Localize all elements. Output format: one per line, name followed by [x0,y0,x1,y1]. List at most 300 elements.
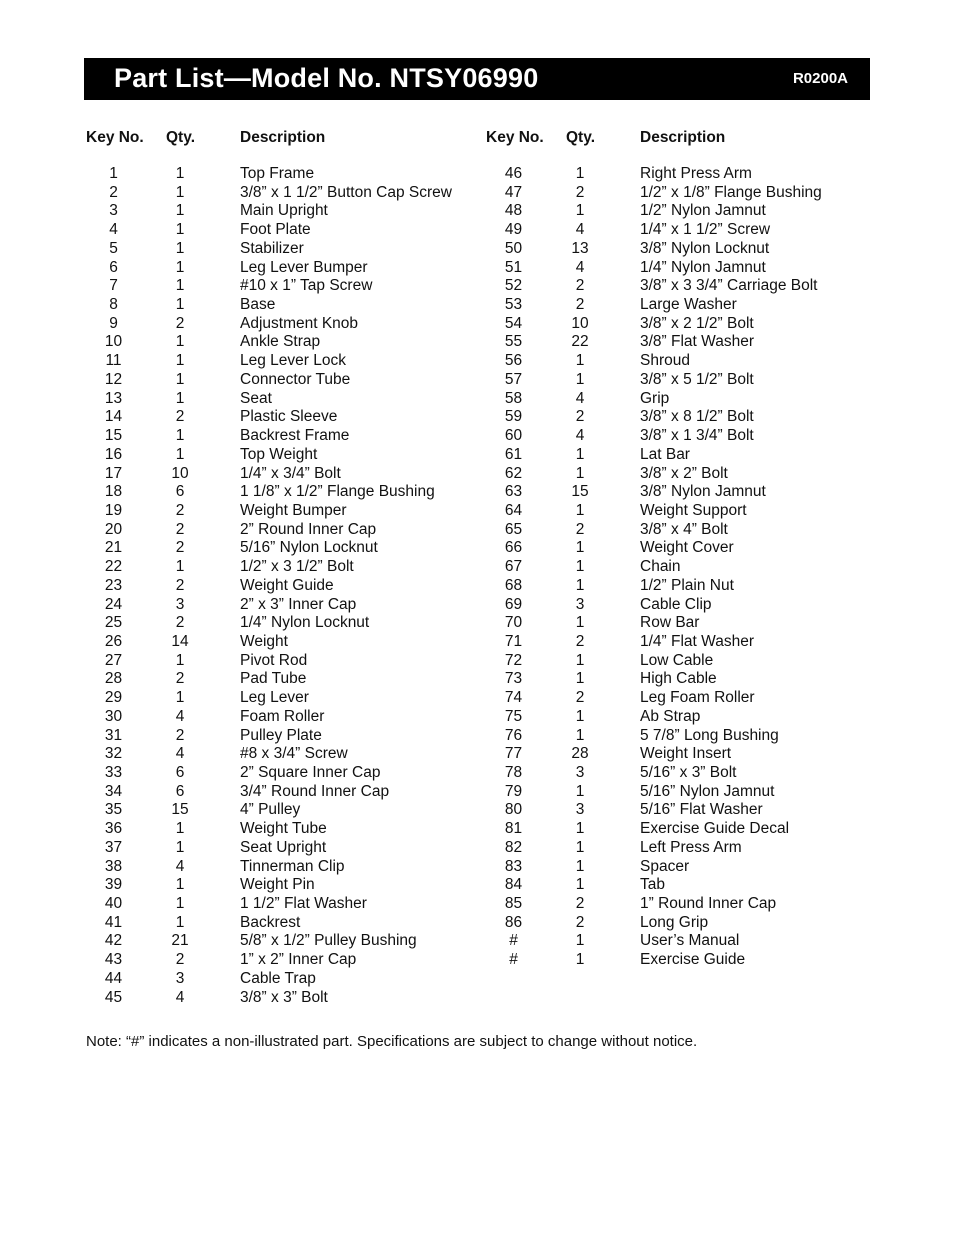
part-row [86,390,486,409]
part-row [486,427,886,446]
part-qty: 1 [575,501,585,519]
part-row [486,858,886,877]
part-qty: 4 [575,389,585,407]
part-key-no: 15 [104,427,123,445]
part-key-no: 27 [104,651,123,669]
part-row [486,390,886,409]
part-key-no: 72 [504,651,523,669]
part-description: Backrest [240,913,301,931]
part-qty: 1 [175,838,185,856]
part-description: Tinnerman Clip [240,857,345,875]
part-qty: 4 [175,707,185,725]
part-key-no: 54 [504,314,523,332]
part-key-no: 51 [504,258,523,276]
part-qty: 1 [575,202,585,220]
part-key-no: 32 [104,745,123,763]
part-description: Large Washer [640,296,737,314]
part-description: Backrest Frame [240,427,350,445]
part-description: Connector Tube [240,370,351,388]
part-row [486,764,886,783]
part-row [486,315,886,334]
part-row [86,614,486,633]
part-qty: 1 [575,857,585,875]
part-description: User’s Manual [640,932,740,950]
part-description: 1/2” Nylon Jamnut [640,202,766,220]
part-qty: 6 [175,764,185,781]
part-key-no: 77 [504,745,523,763]
part-qty: 2 [575,895,585,913]
part-qty: 4 [575,258,585,276]
part-row [486,633,886,652]
part-description: Chain [640,558,681,576]
part-key-no: 61 [504,445,523,463]
part-description: Ankle Strap [240,333,321,351]
part-key-no: 53 [504,296,523,314]
part-qty: 1 [575,670,585,688]
part-key-no: 45 [104,988,123,1006]
part-row [486,465,886,484]
part-key-no: 55 [504,333,523,351]
part-row [86,689,486,708]
part-key-no: 33 [104,764,123,781]
part-description: High Cable [640,670,717,688]
part-description: 5/16” Flat Washer [640,801,763,819]
part-key-no: 83 [504,857,523,875]
part-row [486,333,886,352]
part-key-no: 86 [504,913,523,931]
part-key-no: 63 [504,483,523,501]
part-row [86,333,486,352]
part-qty: 2 [575,632,585,650]
part-key-no: 31 [104,726,123,744]
part-qty: 1 [175,239,185,257]
part-row [86,521,486,540]
part-description: Weight Tube [240,820,327,838]
part-row [86,895,486,914]
part-key-no: 73 [504,670,523,688]
column-header [86,129,486,149]
part-qty: 1 [575,820,585,838]
part-qty: 21 [171,932,189,950]
part-description: 3/8” Nylon Jamnut [640,483,766,501]
part-qty: 2 [575,913,585,931]
part-description: Long Grip [640,913,709,931]
part-qty: 1 [175,389,185,407]
part-description: 3/8” x 5 1/2” Bolt [640,370,754,388]
part-row [86,221,486,240]
part-qty: 2 [175,726,185,744]
part-qty: 1 [175,183,185,201]
part-qty: 1 [175,165,185,182]
part-row [486,783,886,802]
part-qty: 1 [175,333,185,351]
part-row [86,577,486,596]
part-row [486,240,886,259]
part-qty: 1 [575,370,585,388]
part-description: Ab Strap [640,707,701,725]
part-qty: 1 [575,352,585,370]
part-key-no: 67 [504,558,523,576]
part-description: Weight Bumper [240,501,347,519]
part-description: 1 1/2” Flat Washer [240,895,367,913]
part-row [86,839,486,858]
part-description: Right Press Arm [640,165,752,182]
part-key-no: 75 [504,707,523,725]
part-description: 1/4” Flat Washer [640,632,754,650]
page-title: Part List—Model No. NTSY06990 [114,63,539,93]
part-row [86,277,486,296]
part-row [486,708,886,727]
part-row [486,202,886,221]
part-description: Base [240,296,276,314]
column-header [486,129,886,149]
part-description: Top Weight [240,445,318,463]
part-description: 3/8” x 3 3/4” Carriage Bolt [640,277,818,295]
part-description: Pulley Plate [240,726,322,744]
part-row [486,727,886,746]
part-key-no: 43 [104,951,123,969]
part-row [486,801,886,820]
part-key-no: 22 [104,558,123,576]
part-key-no: 9 [109,314,118,332]
part-description: 1/2” x 3 1/2” Bolt [240,558,354,576]
part-qty: 1 [175,445,185,463]
parts-column-left [86,129,486,1007]
part-qty: 1 [175,370,185,388]
part-description: 1” Round Inner Cap [640,895,777,913]
part-row [86,764,486,783]
part-description: Seat [240,389,272,407]
part-row [86,727,486,746]
part-key-no: 84 [504,876,523,894]
part-description: Main Upright [240,202,328,220]
part-row [486,539,886,558]
part-qty: 2 [175,614,185,632]
part-key-no: 44 [104,969,123,987]
part-row [486,277,886,296]
part-key-no: 69 [504,595,523,613]
part-description: 1/4” x 3/4” Bolt [240,464,341,482]
parts-column-right [486,129,886,970]
part-qty: 2 [575,520,585,538]
part-key-no: 70 [504,614,523,632]
part-key-no: 20 [104,520,123,538]
part-qty: 1 [575,838,585,856]
part-key-no: 10 [104,333,123,351]
part-qty: 3 [175,595,185,613]
part-row [86,708,486,727]
part-qty: 6 [175,483,185,501]
part-key-no: 46 [504,165,523,182]
part-key-no: 21 [104,539,123,557]
part-row [86,465,486,484]
header-description: Description [640,129,726,146]
part-key-no: 39 [104,876,123,894]
part-key-no: 28 [104,670,123,688]
part-qty: 1 [175,689,185,707]
part-description: Weight [240,632,288,650]
part-key-no: 78 [504,764,523,781]
part-row [486,558,886,577]
part-qty: 2 [575,408,585,426]
part-row [86,165,486,184]
part-qty: 2 [175,670,185,688]
part-row [486,820,886,839]
part-row [486,446,886,465]
part-key-no: 34 [104,782,123,800]
part-key-no: 47 [504,183,523,201]
part-qty: 4 [175,857,185,875]
part-row [86,296,486,315]
part-key-no: 62 [504,464,523,482]
part-description: 4” Pulley [240,801,301,819]
part-qty: 1 [575,558,585,576]
part-description: Pad Tube [240,670,307,688]
part-key-no: 64 [504,501,523,519]
part-qty: 1 [575,576,585,594]
header-description: Description [240,129,326,146]
part-qty: 4 [575,427,585,445]
part-qty: 2 [175,520,185,538]
part-key-no: # [509,932,518,950]
part-row [86,989,486,1008]
part-description: 3/8” Nylon Locknut [640,239,770,257]
part-qty: 3 [575,801,585,819]
part-row [86,446,486,465]
part-key-no: 23 [104,576,123,594]
part-description: Low Cable [640,651,714,669]
header-qty: Qty. [566,129,595,146]
part-description: Weight Support [640,501,747,519]
part-row [486,165,886,184]
part-qty: 1 [175,913,185,931]
part-key-no: 81 [504,820,523,838]
part-key-no: 13 [104,389,123,407]
part-row [86,652,486,671]
part-key-no: 50 [504,239,523,257]
part-qty: 3 [575,764,585,781]
part-description: Leg Lever Lock [240,352,346,370]
part-key-no: 12 [104,370,123,388]
part-row [86,352,486,371]
part-qty: 1 [175,876,185,894]
part-row [486,521,886,540]
part-row [486,614,886,633]
part-description: Leg Lever [240,689,309,707]
part-row [86,801,486,820]
part-row [86,596,486,615]
part-qty: 2 [175,951,185,969]
part-qty: 1 [175,651,185,669]
part-description: 5/16” Nylon Locknut [240,539,378,557]
part-description: 3/8” x 2” Bolt [640,464,728,482]
part-row [486,296,886,315]
part-description: Weight Cover [640,539,734,557]
part-row [486,932,886,951]
part-key-no: 35 [104,801,123,819]
part-description: 1” x 2” Inner Cap [240,951,357,969]
part-key-no: 38 [104,857,123,875]
header-key-no: Key No. [86,129,144,146]
part-qty: 10 [571,314,589,332]
part-key-no: 4 [109,221,118,239]
part-key-no: 18 [104,483,123,501]
part-description: Weight Insert [640,745,732,763]
part-row [86,858,486,877]
part-qty: 2 [175,408,185,426]
part-row [86,184,486,203]
part-key-no: 82 [504,838,523,856]
part-row [86,202,486,221]
part-description: 1/4” Nylon Jamnut [640,258,766,276]
part-key-no: 5 [109,239,118,257]
part-row [486,951,886,970]
part-description: 3/8” x 4” Bolt [640,520,728,538]
part-row [486,914,886,933]
part-qty: 1 [175,296,185,314]
part-qty: 22 [571,333,589,351]
part-key-no: 36 [104,820,123,838]
part-row [86,914,486,933]
part-row [86,259,486,278]
part-qty: 15 [571,483,589,501]
part-row [486,670,886,689]
part-description: 1/4” Nylon Locknut [240,614,370,632]
part-key-no: 56 [504,352,523,370]
part-key-no: 40 [104,895,123,913]
part-row [86,633,486,652]
part-description: 3/4” Round Inner Cap [240,782,390,800]
part-description: Shroud [640,352,690,370]
part-row [486,221,886,240]
part-row [486,652,886,671]
part-description: Tab [640,876,665,894]
part-description: Foam Roller [240,707,325,725]
part-row [486,596,886,615]
part-qty: 1 [575,165,585,182]
part-description: Leg Foam Roller [640,689,755,707]
part-key-no: 16 [104,445,123,463]
part-qty: 1 [175,558,185,576]
part-description: Top Frame [240,165,315,182]
part-qty: 1 [575,651,585,669]
part-qty: 2 [175,314,185,332]
part-row [486,502,886,521]
part-description: Cable Trap [240,969,316,987]
part-row [86,315,486,334]
parts-list-left [86,165,486,1007]
part-qty: 2 [575,689,585,707]
part-description: 2” Square Inner Cap [240,764,381,781]
part-qty: 3 [175,969,185,987]
part-key-no: 71 [504,632,523,650]
part-description: Exercise Guide [640,951,746,969]
part-key-no: 25 [104,614,123,632]
part-qty: 2 [575,296,585,314]
part-key-no: # [509,951,518,969]
part-description: Cable Clip [640,595,712,613]
part-description: Exercise Guide Decal [640,820,790,838]
part-row [86,783,486,802]
part-qty: 28 [571,745,589,763]
part-key-no: 42 [104,932,123,950]
part-description: Grip [640,389,670,407]
part-key-no: 24 [104,595,123,613]
part-key-no: 49 [504,221,523,239]
part-key-no: 41 [104,913,123,931]
part-description: 3/8” x 2 1/2” Bolt [640,314,754,332]
part-qty: 3 [575,595,585,613]
part-row [486,352,886,371]
part-key-no: 7 [109,277,118,295]
part-description: 1/2” x 1/8” Flange Bushing [640,183,822,201]
part-description: Foot Plate [240,221,311,239]
part-key-no: 2 [109,183,118,201]
part-description: 2” x 3” Inner Cap [240,595,357,613]
part-row [86,558,486,577]
part-qty: 1 [575,614,585,632]
part-description: 5/16” Nylon Jamnut [640,782,775,800]
part-key-no: 3 [109,202,118,220]
part-key-no: 1 [109,165,118,182]
part-row [486,577,886,596]
part-description: Lat Bar [640,445,690,463]
part-description: Left Press Arm [640,838,742,856]
part-qty: 2 [575,277,585,295]
part-row [486,371,886,390]
part-row [486,408,886,427]
part-qty: 13 [571,239,589,257]
part-key-no: 60 [504,427,523,445]
part-qty: 1 [175,202,185,220]
part-row [86,539,486,558]
part-key-no: 6 [109,258,118,276]
part-key-no: 80 [504,801,523,819]
part-qty: 1 [175,221,185,239]
part-qty: 1 [575,464,585,482]
part-description: 3/8” x 8 1/2” Bolt [640,408,754,426]
part-qty: 1 [175,427,185,445]
part-row [86,502,486,521]
part-description: 3/8” x 3” Bolt [240,988,328,1006]
part-qty: 1 [575,726,585,744]
part-key-no: 79 [504,782,523,800]
part-description: #8 x 3/4” Screw [240,745,348,763]
part-key-no: 66 [504,539,523,557]
part-description: Plastic Sleeve [240,408,338,426]
part-key-no: 57 [504,370,523,388]
header-key-no: Key No. [486,129,544,146]
part-qty: 2 [175,576,185,594]
part-qty: 1 [175,258,185,276]
part-qty: 1 [575,539,585,557]
part-key-no: 58 [504,389,523,407]
part-description: 5/16” x 3” Bolt [640,764,737,781]
part-key-no: 14 [104,408,123,426]
part-row [486,745,886,764]
part-row [486,839,886,858]
part-key-no: 68 [504,576,523,594]
part-description: 2” Round Inner Cap [240,520,377,538]
part-description: 3/8” x 1 3/4” Bolt [640,427,754,445]
part-key-no: 85 [504,895,523,913]
part-qty: 1 [575,951,585,969]
part-description: 1/2” Plain Nut [640,576,734,594]
part-qty: 2 [175,501,185,519]
part-row [86,483,486,502]
part-description: Leg Lever Bumper [240,258,368,276]
part-qty: 6 [175,782,185,800]
